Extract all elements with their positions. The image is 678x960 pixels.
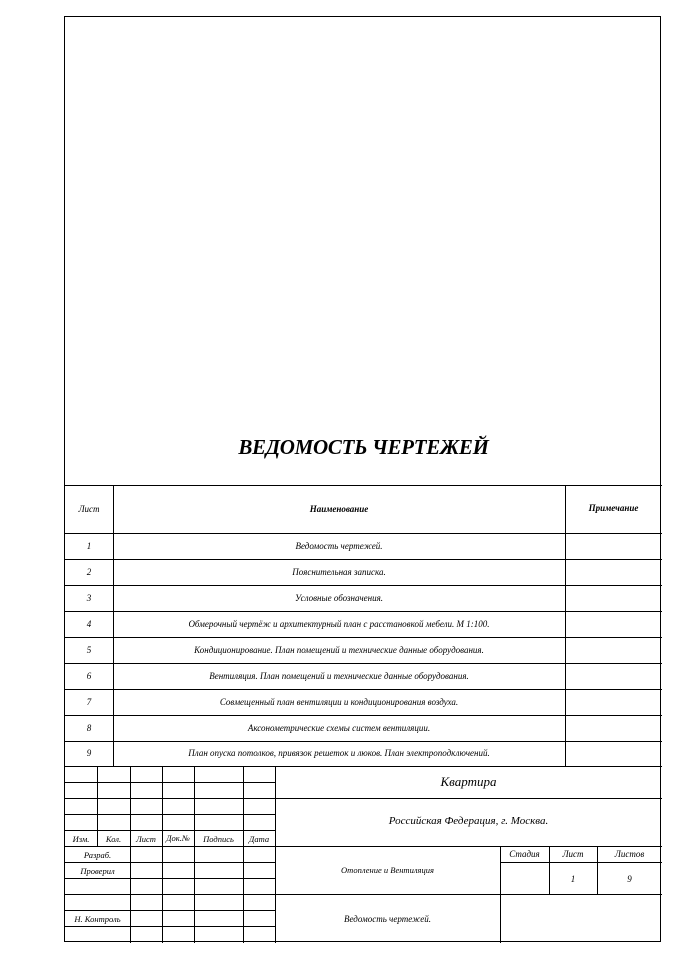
row-name: Совмещенный план вентиляции и кондиционирования воздуха.: [219, 697, 459, 707]
stamp-col-change: Изм.: [72, 834, 90, 844]
document-name: Ведомость чертежей.: [344, 914, 431, 924]
stage-label: Стадия: [509, 849, 540, 859]
row-name: Кондиционирование. План помещений и технические данные оборудования.: [194, 645, 484, 655]
sheets-label: Листов: [614, 849, 645, 859]
stamp-col-signature: Подпись: [203, 834, 234, 844]
row-number: 5: [86, 645, 92, 655]
stamp-col-doc: Док.№: [166, 833, 190, 843]
row-number: 3: [86, 593, 92, 603]
row-number: 1: [86, 541, 92, 551]
role-checked: Проверил: [80, 866, 115, 876]
role-developed: Разраб.: [83, 850, 112, 860]
row-number: 6: [86, 671, 92, 681]
sheet-label: Лист: [562, 849, 584, 859]
row-number: 8: [86, 723, 92, 733]
sheet-value: 1: [570, 874, 576, 884]
drawing-frame: [64, 16, 661, 942]
col-header-sheet: Лист: [78, 504, 100, 514]
row-name: Ведомость чертежей.: [295, 541, 383, 551]
row-name: Аксонометрические схемы систем вентиляции.: [247, 723, 431, 733]
row-name: Пояснительная записка.: [292, 567, 386, 577]
sheet-title: ВЕДОМОСТЬ ЧЕРТЕЖЕЙ: [238, 435, 489, 459]
row-name: Обмерочный чертёж и архитектурный план с расстановкой мебели. М 1:100.: [188, 619, 490, 629]
role-norm-control: Н. Контроль: [74, 914, 121, 924]
object-name: Квартира: [440, 774, 497, 789]
row-number: 9: [86, 748, 92, 758]
row-number: 4: [86, 619, 92, 629]
stamp-col-date: Дата: [248, 834, 270, 844]
stamp-col-sheet: Лист: [136, 834, 156, 844]
col-header-name: Наименование: [309, 504, 369, 514]
row-name: План опуска потолков, привязок решеток и люков. План электроподключений.: [188, 748, 490, 758]
section-name: Отопление и Вентиляция: [341, 865, 434, 875]
row-name: Вентиляция. План помещений и технические данные оборудования.: [209, 671, 469, 681]
sheets-value: 9: [627, 874, 632, 884]
row-number: 7: [86, 697, 92, 707]
row-number: 2: [86, 567, 92, 577]
row-name: Условные обозначения.: [294, 593, 384, 603]
stamp-col-qty: Кол.: [105, 834, 122, 844]
col-header-note: Примечание: [588, 503, 639, 513]
object-location: Российская Федерация, г. Москва.: [388, 815, 549, 827]
